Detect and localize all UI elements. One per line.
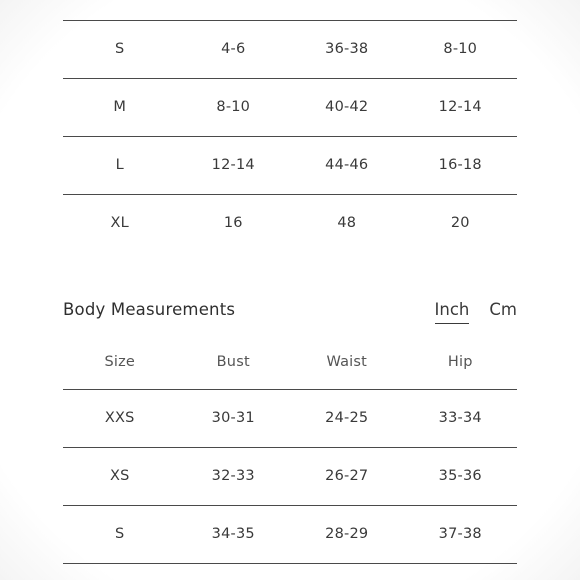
table-row [63,448,517,506]
table-row [63,20,517,79]
table-cell: 44-46 [325,157,369,173]
table-cell: 8-10 [216,99,251,115]
table-header-row [63,336,517,390]
table-cell: 20 [450,215,470,231]
table-cell: M [113,99,127,115]
table-cell: 24-25 [325,410,369,426]
table-row [63,506,517,564]
table-row [63,137,517,195]
table-cell: 12-14 [438,99,482,115]
table-cell: 34-35 [211,526,255,542]
unit-toggle [435,300,517,324]
column-header-hip: Hip [447,354,473,370]
table-cell: 8-10 [443,41,478,57]
body-measurements-table [63,336,517,564]
table-cell: S [115,526,125,542]
table-cell: XXS [104,410,135,426]
table-cell: S [115,41,125,57]
table-cell: 48 [337,215,357,231]
column-header-waist: Waist [326,354,368,370]
table-cell: 16 [223,215,243,231]
table-cell: XL [110,215,129,231]
table-cell: 16-18 [438,157,482,173]
unit-option-cm[interactable]: Cm [489,300,517,319]
table-row [63,390,517,448]
table-row [63,79,517,137]
size-conversion-table [63,20,517,252]
table-cell: L [115,157,124,173]
table-cell: 12-14 [211,157,255,173]
table-cell: XS [109,468,130,484]
column-header-size: Size [104,354,136,370]
table-cell: 40-42 [325,99,369,115]
table-cell: 36-38 [325,41,369,57]
table-cell: 35-36 [438,468,482,484]
table-cell: 28-29 [325,526,369,542]
table-cell: 32-33 [211,468,255,484]
section-title: Body Measurements [63,300,236,319]
table-cell: 33-34 [438,410,482,426]
table-cell: 26-27 [325,468,369,484]
table-cell: 37-38 [438,526,482,542]
table-row [63,195,517,252]
table-cell: 4-6 [221,41,246,57]
table-cell: 30-31 [211,410,255,426]
unit-option-inch[interactable]: Inch [435,300,470,324]
column-header-bust: Bust [216,354,250,370]
